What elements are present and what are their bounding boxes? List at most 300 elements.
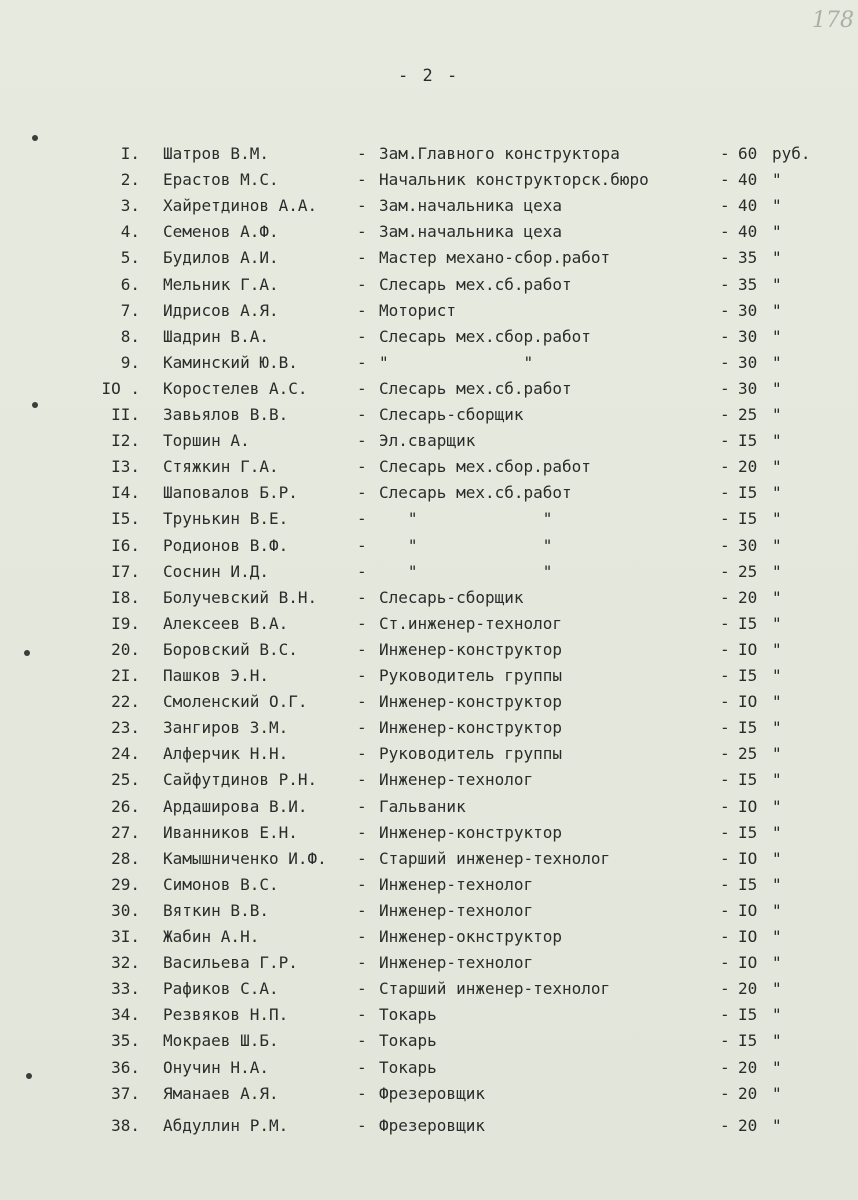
row-number: I5. bbox=[111, 509, 140, 528]
separator-dash: - bbox=[357, 170, 367, 189]
currency-unit: " bbox=[772, 248, 782, 267]
bonus-amount: 25 bbox=[738, 744, 758, 763]
employee-name: Ардаширова В.И. bbox=[163, 797, 308, 816]
separator-dash: - bbox=[357, 248, 367, 267]
separator-dash: - bbox=[357, 1005, 367, 1024]
row-number: I6. bbox=[111, 536, 140, 555]
currency-unit: " bbox=[772, 744, 782, 763]
row-number: 8. bbox=[120, 327, 140, 346]
currency-unit: " bbox=[772, 1116, 782, 1135]
bonus-amount: 20 bbox=[738, 979, 758, 998]
bonus-amount: IO bbox=[738, 692, 758, 711]
currency-unit: " bbox=[772, 562, 782, 581]
separator-dash: - bbox=[357, 797, 367, 816]
separator-dash: - bbox=[357, 379, 367, 398]
separator-dash: - bbox=[720, 1116, 730, 1135]
employee-position: Старший инженер-технолог bbox=[379, 849, 611, 868]
bonus-amount: 20 bbox=[738, 1058, 758, 1077]
separator-dash: - bbox=[357, 536, 367, 555]
separator-dash: - bbox=[357, 144, 367, 163]
separator-dash: - bbox=[357, 1116, 367, 1135]
bonus-amount: 20 bbox=[738, 1084, 758, 1103]
row-number: I2. bbox=[111, 431, 140, 450]
employee-position: Слесарь-сборщик bbox=[379, 405, 524, 424]
employee-position: Инженер-технолог bbox=[379, 953, 534, 972]
employee-name: Семенов А.Ф. bbox=[163, 222, 279, 241]
table-row bbox=[0, 168, 858, 192]
separator-dash: - bbox=[357, 1084, 367, 1103]
currency-unit: " bbox=[772, 275, 782, 294]
table-row bbox=[0, 507, 858, 531]
currency-unit: " bbox=[772, 901, 782, 920]
row-number: 29. bbox=[111, 875, 140, 894]
separator-dash: - bbox=[720, 275, 730, 294]
currency-unit: " bbox=[772, 196, 782, 215]
employee-name: Васильева Г.Р. bbox=[163, 953, 298, 972]
row-number: 3I. bbox=[111, 927, 140, 946]
separator-dash: - bbox=[720, 979, 730, 998]
employee-name: Онучин Н.А. bbox=[163, 1058, 269, 1077]
bonus-amount: 20 bbox=[738, 457, 758, 476]
separator-dash: - bbox=[357, 953, 367, 972]
table-row bbox=[0, 1056, 858, 1080]
currency-unit: " bbox=[772, 770, 782, 789]
bonus-amount: 20 bbox=[738, 1116, 758, 1135]
table-row bbox=[0, 664, 858, 688]
separator-dash: - bbox=[720, 797, 730, 816]
employee-name: Пашков Э.Н. bbox=[163, 666, 269, 685]
separator-dash: - bbox=[720, 614, 730, 633]
table-row bbox=[0, 377, 858, 401]
table-row bbox=[0, 925, 858, 949]
separator-dash: - bbox=[720, 666, 730, 685]
table-row bbox=[0, 220, 858, 244]
bonus-amount: 30 bbox=[738, 301, 758, 320]
currency-unit: " bbox=[772, 718, 782, 737]
employee-name: Ерастов М.С. bbox=[163, 170, 279, 189]
separator-dash: - bbox=[357, 483, 367, 502]
bonus-amount: 30 bbox=[738, 536, 758, 555]
table-row bbox=[0, 351, 858, 375]
row-number: 7. bbox=[120, 301, 140, 320]
employee-name: Зангиров З.М. bbox=[163, 718, 289, 737]
currency-unit: " bbox=[772, 1084, 782, 1103]
currency-unit: " bbox=[772, 666, 782, 685]
separator-dash: - bbox=[357, 457, 367, 476]
currency-unit: " bbox=[772, 405, 782, 424]
employee-name: Алферчик Н.Н. bbox=[163, 744, 289, 763]
employee-position: Мастер механо-сбор.работ bbox=[379, 248, 611, 267]
bonus-amount: I5 bbox=[738, 770, 758, 789]
employee-name: Родионов В.Ф. bbox=[163, 536, 289, 555]
separator-dash: - bbox=[720, 1058, 730, 1077]
employee-position: Фрезеровщик bbox=[379, 1116, 485, 1135]
punch-hole-mark bbox=[32, 135, 38, 141]
separator-dash: - bbox=[357, 327, 367, 346]
bonus-amount: 30 bbox=[738, 379, 758, 398]
separator-dash: - bbox=[720, 744, 730, 763]
bonus-amount: I5 bbox=[738, 1005, 758, 1024]
table-row bbox=[0, 1114, 858, 1138]
separator-dash: - bbox=[720, 536, 730, 555]
employee-position: Фрезеровщик bbox=[379, 1084, 485, 1103]
employee-position: Токарь bbox=[379, 1005, 437, 1024]
employee-name: Шадрин В.А. bbox=[163, 327, 269, 346]
table-row bbox=[0, 768, 858, 792]
table-row bbox=[0, 142, 858, 166]
employee-name: Боровский В.С. bbox=[163, 640, 298, 659]
row-number: I9. bbox=[111, 614, 140, 633]
bonus-amount: 25 bbox=[738, 562, 758, 581]
currency-unit: " bbox=[772, 979, 782, 998]
separator-dash: - bbox=[357, 901, 367, 920]
table-row bbox=[0, 899, 858, 923]
separator-dash: - bbox=[357, 1031, 367, 1050]
separator-dash: - bbox=[720, 718, 730, 737]
employee-position: Зам.начальника цеха bbox=[379, 222, 563, 241]
employee-name: Иванников Е.Н. bbox=[163, 823, 298, 842]
currency-unit: " bbox=[772, 222, 782, 241]
currency-unit: " bbox=[772, 692, 782, 711]
separator-dash: - bbox=[357, 927, 367, 946]
bonus-amount: I5 bbox=[738, 718, 758, 737]
row-number: 26. bbox=[111, 797, 140, 816]
employee-position: Инженер-конструктор bbox=[379, 718, 563, 737]
table-row bbox=[0, 403, 858, 427]
separator-dash: - bbox=[720, 196, 730, 215]
currency-unit: " bbox=[772, 1031, 782, 1050]
bonus-amount: I5 bbox=[738, 1031, 758, 1050]
row-number: 32. bbox=[111, 953, 140, 972]
employee-name: Жабин А.Н. bbox=[163, 927, 260, 946]
employee-position: Инженер-технолог bbox=[379, 770, 534, 789]
separator-dash: - bbox=[357, 770, 367, 789]
separator-dash: - bbox=[720, 144, 730, 163]
separator-dash: - bbox=[720, 353, 730, 372]
bonus-amount: 20 bbox=[738, 588, 758, 607]
row-number: 5. bbox=[120, 248, 140, 267]
bonus-amount: IO bbox=[738, 927, 758, 946]
table-row bbox=[0, 560, 858, 584]
employee-name: Каминский Ю.В. bbox=[163, 353, 298, 372]
employee-position: Слесарь-сборщик bbox=[379, 588, 524, 607]
bonus-amount: 35 bbox=[738, 275, 758, 294]
row-number: 9. bbox=[120, 353, 140, 372]
separator-dash: - bbox=[720, 875, 730, 894]
separator-dash: - bbox=[357, 692, 367, 711]
employee-name: Абдуллин Р.М. bbox=[163, 1116, 289, 1135]
employee-name: Идрисов А.Я. bbox=[163, 301, 279, 320]
row-number: 24. bbox=[111, 744, 140, 763]
employee-name: Соснин И.Д. bbox=[163, 562, 269, 581]
table-row bbox=[0, 977, 858, 1001]
table-row bbox=[0, 821, 858, 845]
separator-dash: - bbox=[357, 640, 367, 659]
employee-position: Начальник конструкторск.бюро bbox=[379, 170, 649, 189]
employee-name: Торшин А. bbox=[163, 431, 250, 450]
employee-name: Шатров В.М. bbox=[163, 144, 269, 163]
bonus-amount: I5 bbox=[738, 431, 758, 450]
bonus-amount: I5 bbox=[738, 823, 758, 842]
employee-position: Слесарь мех.сбор.работ bbox=[379, 327, 591, 346]
separator-dash: - bbox=[357, 275, 367, 294]
separator-dash: - bbox=[357, 405, 367, 424]
employee-position: Инженер-конструктор bbox=[379, 640, 563, 659]
currency-unit: " bbox=[772, 614, 782, 633]
employee-position: Инженер-технолог bbox=[379, 901, 534, 920]
bonus-amount: 40 bbox=[738, 196, 758, 215]
currency-unit: " bbox=[772, 588, 782, 607]
row-number: 6. bbox=[120, 275, 140, 294]
row-number: 33. bbox=[111, 979, 140, 998]
employee-name: Болучевский В.Н. bbox=[163, 588, 318, 607]
currency-unit: " bbox=[772, 457, 782, 476]
separator-dash: - bbox=[720, 509, 730, 528]
row-number: IO . bbox=[101, 379, 140, 398]
separator-dash: - bbox=[720, 901, 730, 920]
separator-dash: - bbox=[720, 248, 730, 267]
table-row bbox=[0, 638, 858, 662]
currency-unit: " bbox=[772, 1005, 782, 1024]
separator-dash: - bbox=[357, 353, 367, 372]
separator-dash: - bbox=[357, 744, 367, 763]
table-row bbox=[0, 429, 858, 453]
separator-dash: - bbox=[720, 301, 730, 320]
table-row bbox=[0, 481, 858, 505]
currency-unit: " bbox=[772, 353, 782, 372]
bonus-amount: I5 bbox=[738, 875, 758, 894]
row-number: 2I. bbox=[111, 666, 140, 685]
separator-dash: - bbox=[357, 875, 367, 894]
employee-position: Руководитель группы bbox=[379, 744, 563, 763]
currency-unit: " bbox=[772, 327, 782, 346]
employee-name: Коростелев А.С. bbox=[163, 379, 308, 398]
employee-name: Вяткин В.В. bbox=[163, 901, 269, 920]
separator-dash: - bbox=[720, 588, 730, 607]
employee-position: " " bbox=[379, 562, 553, 581]
currency-unit: " bbox=[772, 823, 782, 842]
separator-dash: - bbox=[720, 770, 730, 789]
bonus-amount: 40 bbox=[738, 222, 758, 241]
row-number: I. bbox=[120, 144, 140, 163]
table-row bbox=[0, 716, 858, 740]
separator-dash: - bbox=[720, 823, 730, 842]
separator-dash: - bbox=[357, 849, 367, 868]
employee-name: Рафиков С.А. bbox=[163, 979, 279, 998]
bonus-amount: 60 bbox=[738, 144, 758, 163]
separator-dash: - bbox=[357, 979, 367, 998]
bonus-amount: IO bbox=[738, 797, 758, 816]
row-number: 2. bbox=[120, 170, 140, 189]
row-number: 4. bbox=[120, 222, 140, 241]
separator-dash: - bbox=[720, 640, 730, 659]
table-row bbox=[0, 455, 858, 479]
archive-sheet-number: 178 bbox=[812, 8, 854, 33]
separator-dash: - bbox=[357, 666, 367, 685]
row-number: 27. bbox=[111, 823, 140, 842]
row-number: I3. bbox=[111, 457, 140, 476]
employee-position: Ст.инженер-технолог bbox=[379, 614, 563, 633]
currency-unit: " bbox=[772, 536, 782, 555]
row-number: 37. bbox=[111, 1084, 140, 1103]
employee-name: Хайретдинов А.А. bbox=[163, 196, 318, 215]
employee-position: Эл.сварщик bbox=[379, 431, 476, 450]
employee-position: Инженер-окнструктор bbox=[379, 927, 563, 946]
separator-dash: - bbox=[357, 718, 367, 737]
row-number: I7. bbox=[111, 562, 140, 581]
separator-dash: - bbox=[720, 457, 730, 476]
employee-position: Зам.Главного конструктора bbox=[379, 144, 620, 163]
separator-dash: - bbox=[357, 301, 367, 320]
bonus-amount: 40 bbox=[738, 170, 758, 189]
row-number: 35. bbox=[111, 1031, 140, 1050]
table-row bbox=[0, 325, 858, 349]
separator-dash: - bbox=[720, 483, 730, 502]
separator-dash: - bbox=[720, 431, 730, 450]
table-row bbox=[0, 1082, 858, 1106]
employee-name: Мокраев Ш.Б. bbox=[163, 1031, 279, 1050]
employee-position: Токарь bbox=[379, 1031, 437, 1050]
employee-name: Будилов А.И. bbox=[163, 248, 279, 267]
employee-position: Слесарь мех.сб.работ bbox=[379, 379, 572, 398]
page-number-text: - 2 - bbox=[398, 66, 460, 86]
employee-position: Руководитель группы bbox=[379, 666, 563, 685]
currency-unit: " bbox=[772, 301, 782, 320]
bonus-amount: 25 bbox=[738, 405, 758, 424]
employee-position: Инженер-технолог bbox=[379, 875, 534, 894]
bonus-amount: 30 bbox=[738, 327, 758, 346]
currency-unit: руб. bbox=[772, 144, 811, 163]
separator-dash: - bbox=[720, 222, 730, 241]
separator-dash: - bbox=[357, 509, 367, 528]
currency-unit: " bbox=[772, 483, 782, 502]
table-row bbox=[0, 1003, 858, 1027]
row-number: 23. bbox=[111, 718, 140, 737]
bonus-amount: 30 bbox=[738, 353, 758, 372]
separator-dash: - bbox=[357, 196, 367, 215]
employee-name: Мельник Г.А. bbox=[163, 275, 279, 294]
row-number: 3. bbox=[120, 196, 140, 215]
employee-position: Слесарь мех.сб.работ bbox=[379, 275, 572, 294]
separator-dash: - bbox=[720, 562, 730, 581]
bonus-amount: IO bbox=[738, 640, 758, 659]
bonus-amount: IO bbox=[738, 953, 758, 972]
table-row bbox=[0, 1029, 858, 1053]
separator-dash: - bbox=[720, 1005, 730, 1024]
row-number: 30. bbox=[111, 901, 140, 920]
currency-unit: " bbox=[772, 170, 782, 189]
separator-dash: - bbox=[720, 379, 730, 398]
separator-dash: - bbox=[720, 170, 730, 189]
employee-name: Симонов В.С. bbox=[163, 875, 279, 894]
currency-unit: " bbox=[772, 509, 782, 528]
currency-unit: " bbox=[772, 927, 782, 946]
table-row bbox=[0, 299, 858, 323]
separator-dash: - bbox=[720, 953, 730, 972]
employee-name: Завьялов В.В. bbox=[163, 405, 289, 424]
table-row bbox=[0, 194, 858, 218]
table-row bbox=[0, 586, 858, 610]
separator-dash: - bbox=[720, 692, 730, 711]
row-number: II. bbox=[111, 405, 140, 424]
employee-name: Резвяков Н.П. bbox=[163, 1005, 289, 1024]
bonus-amount: IO bbox=[738, 849, 758, 868]
currency-unit: " bbox=[772, 640, 782, 659]
table-row bbox=[0, 742, 858, 766]
employee-position: " " bbox=[379, 536, 553, 555]
row-number: 22. bbox=[111, 692, 140, 711]
row-number: I8. bbox=[111, 588, 140, 607]
separator-dash: - bbox=[357, 1058, 367, 1077]
separator-dash: - bbox=[357, 222, 367, 241]
employee-name: Смоленский О.Г. bbox=[163, 692, 308, 711]
table-row bbox=[0, 951, 858, 975]
currency-unit: " bbox=[772, 797, 782, 816]
employee-position: Токарь bbox=[379, 1058, 437, 1077]
row-number: 20. bbox=[111, 640, 140, 659]
employee-position: Инженер-конструктор bbox=[379, 823, 563, 842]
table-row bbox=[0, 612, 858, 636]
employee-position: Инженер-конструктор bbox=[379, 692, 563, 711]
bonus-amount: I5 bbox=[738, 509, 758, 528]
table-row bbox=[0, 873, 858, 897]
separator-dash: - bbox=[357, 431, 367, 450]
employee-name: Трунькин В.Е. bbox=[163, 509, 289, 528]
bonus-amount: 35 bbox=[738, 248, 758, 267]
employee-name: Алексеев В.А. bbox=[163, 614, 289, 633]
employee-position: Зам.начальника цеха bbox=[379, 196, 563, 215]
row-number: 34. bbox=[111, 1005, 140, 1024]
separator-dash: - bbox=[720, 849, 730, 868]
employee-position: " " bbox=[379, 353, 534, 372]
separator-dash: - bbox=[720, 1084, 730, 1103]
separator-dash: - bbox=[720, 1031, 730, 1050]
currency-unit: " bbox=[772, 379, 782, 398]
table-row bbox=[0, 795, 858, 819]
separator-dash: - bbox=[357, 588, 367, 607]
table-row bbox=[0, 273, 858, 297]
row-number: 36. bbox=[111, 1058, 140, 1077]
row-number: I4. bbox=[111, 483, 140, 502]
currency-unit: " bbox=[772, 431, 782, 450]
table-row bbox=[0, 534, 858, 558]
bonus-amount: I5 bbox=[738, 666, 758, 685]
separator-dash: - bbox=[720, 405, 730, 424]
separator-dash: - bbox=[357, 614, 367, 633]
currency-unit: " bbox=[772, 849, 782, 868]
employee-position: Моторист bbox=[379, 301, 457, 320]
employee-name: Сайфутдинов Р.Н. bbox=[163, 770, 318, 789]
currency-unit: " bbox=[772, 875, 782, 894]
employee-name: Шаповалов Б.Р. bbox=[163, 483, 298, 502]
employee-position: Гальваник bbox=[379, 797, 466, 816]
employee-position: " " bbox=[379, 509, 553, 528]
employee-name: Камышниченко И.Ф. bbox=[163, 849, 327, 868]
employee-position: Слесарь мех.сб.работ bbox=[379, 483, 572, 502]
separator-dash: - bbox=[720, 927, 730, 946]
table-row bbox=[0, 246, 858, 270]
row-number: 38. bbox=[111, 1116, 140, 1135]
bonus-amount: I5 bbox=[738, 614, 758, 633]
employee-name: Яманаев А.Я. bbox=[163, 1084, 279, 1103]
employee-name: Стяжкин Г.А. bbox=[163, 457, 279, 476]
separator-dash: - bbox=[357, 823, 367, 842]
table-row bbox=[0, 690, 858, 714]
separator-dash: - bbox=[720, 327, 730, 346]
currency-unit: " bbox=[772, 953, 782, 972]
separator-dash: - bbox=[357, 562, 367, 581]
row-number: 25. bbox=[111, 770, 140, 789]
